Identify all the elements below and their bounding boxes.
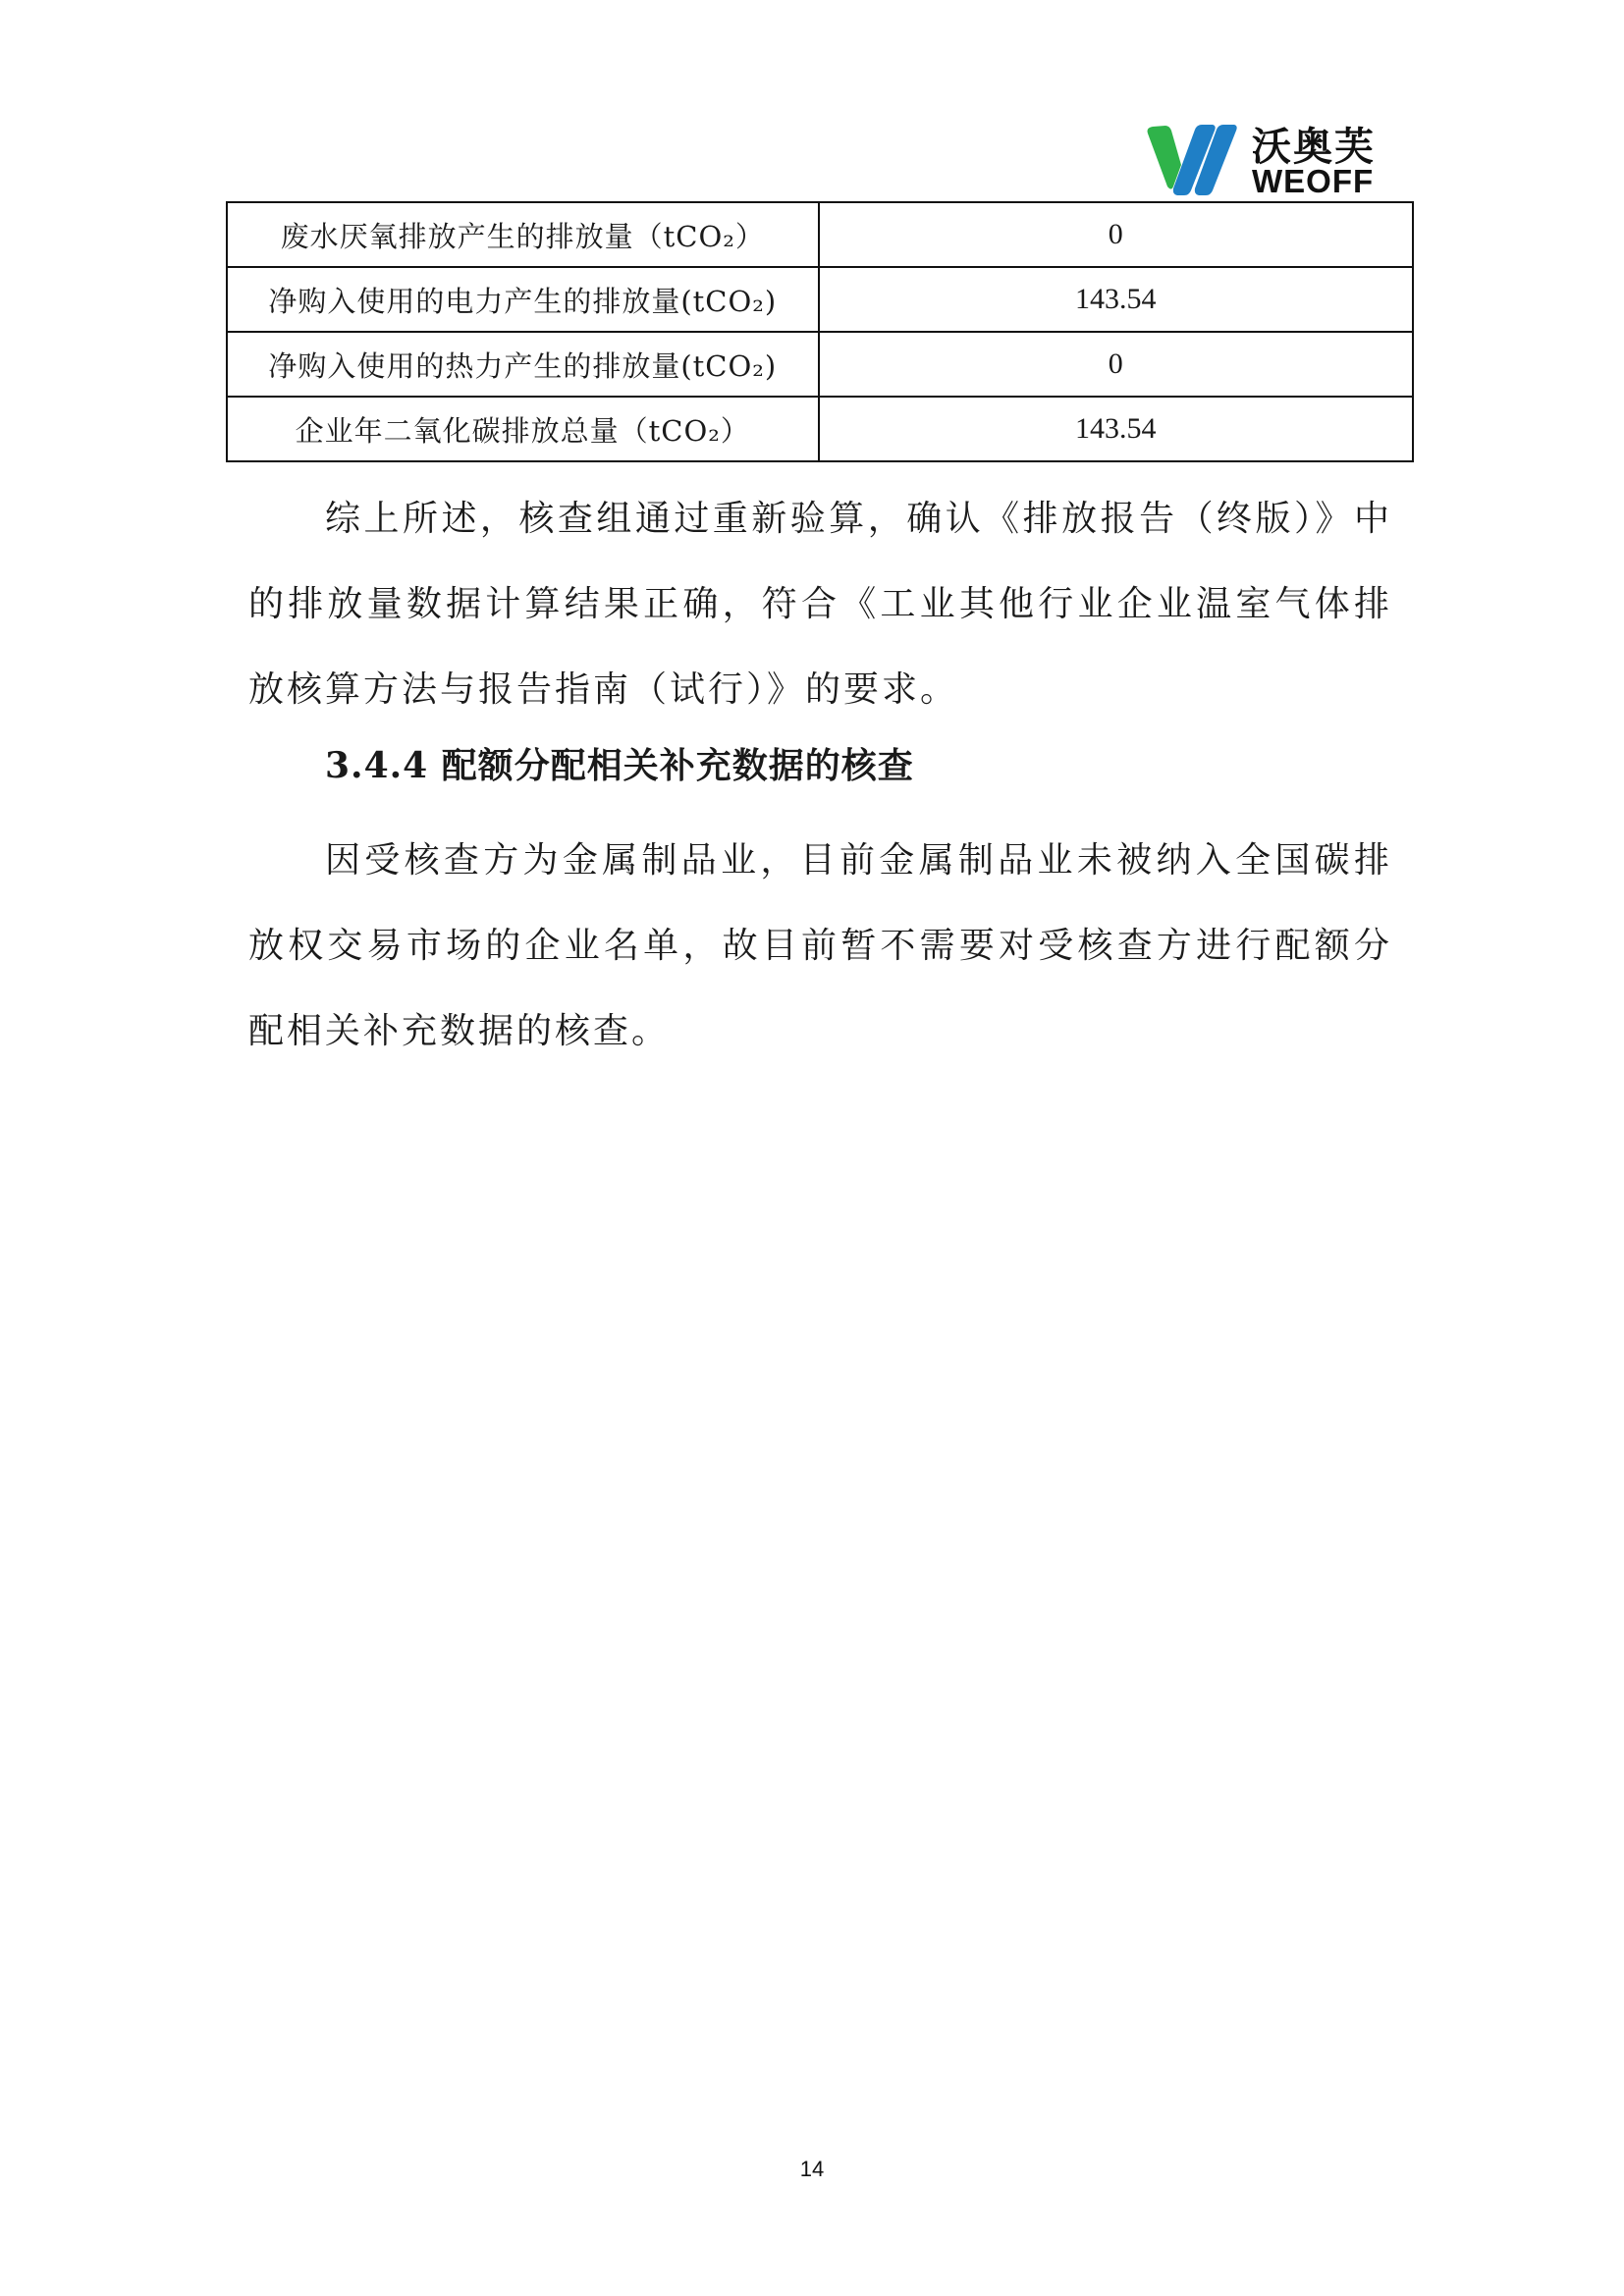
weoff-logo-icon <box>1144 120 1242 198</box>
quota-paragraph: 因受核查方为金属制品业，目前金属制品业未被纳入全国碳排放权交易市场的企业名单，故目前暂不需要对受核查方进行配额分配相关补充数据的核查。 <box>248 840 1392 1051</box>
company-logo <box>1144 116 1394 200</box>
row-label: 净购入使用的热力产生的排放量(tCO₂) <box>227 332 819 397</box>
logo-chinese-name: 沃奥芙 <box>1252 125 1376 170</box>
section-heading: 3.4.4 配额分配相关补充数据的核查 <box>325 745 914 786</box>
row-label: 净购入使用的电力产生的排放量(tCO₂) <box>227 267 819 332</box>
emissions-table <box>226 201 1414 462</box>
page-number: 14 <box>799 2157 825 2181</box>
table-row <box>227 397 1413 461</box>
row-value: 0 <box>819 332 1413 397</box>
row-label: 企业年二氧化碳排放总量（tCO₂） <box>227 397 819 461</box>
row-value: 0 <box>819 202 1413 267</box>
row-value: 143.54 <box>819 267 1413 332</box>
row-label: 废水厌氧排放产生的排放量（tCO₂） <box>227 202 819 267</box>
logo-english-name: WEOFF <box>1252 163 1375 199</box>
table-row <box>227 332 1413 397</box>
conclusion-paragraph: 综上所述，核查组通过重新验算，确认《排放报告（终版）》中的排放量数据计算结果正确，符合《工业其他行业企业温室气体排放核算方法与报告指南（试行）》的要求。 <box>248 499 1392 710</box>
table-row <box>227 267 1413 332</box>
table-row <box>227 202 1413 267</box>
row-value: 143.54 <box>819 397 1413 461</box>
